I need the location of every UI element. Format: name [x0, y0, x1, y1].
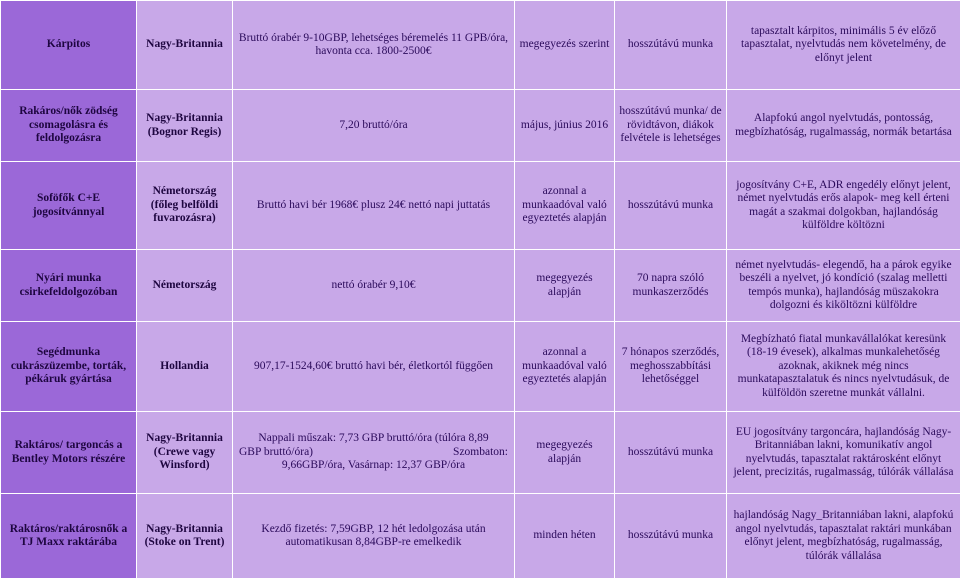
location-cell: Nagy-Britannia [137, 1, 233, 90]
duration-cell: 7 hónapos szerződés, meghosszabbítási lehetőséggel [615, 322, 727, 412]
location-cell: Németország (főleg belföldi fuvarozásra) [137, 162, 233, 250]
position-cell: Kárpitos [1, 1, 137, 90]
wage-fragment: Szombaton: [453, 446, 508, 460]
start-cell: május, június 2016 [515, 90, 615, 162]
location-cell: Nagy-Britannia (Bognor Regis) [137, 90, 233, 162]
wage-cell: Bruttó órabér 9-10GBP, lehetséges béremelés 11 GPB/óra, havonta cca. 1800-2500€ [233, 1, 515, 90]
position-cell: Nyári munka csirkefeldolgozóban [1, 250, 137, 322]
duration-cell: hosszútávú munka/ de rövidtávon, diákok felvétele is lehetséges [615, 90, 727, 162]
duration-cell: 70 napra szóló munkaszerződés [615, 250, 727, 322]
position-cell: Rakáros/nők zödség csomagolásra és feldolgozásra [1, 90, 137, 162]
wage-fragment: GBP bruttó/óra) [239, 446, 313, 460]
wage-line: 9,66GBP/óra, Vasárnap: 12,37 GBP/óra [237, 459, 510, 473]
table-row [1, 162, 960, 250]
location-cell: Nagy-Britannia (Crewe vagy Winsford) [137, 412, 233, 494]
requirements-cell: hajlandóság Nagy_Britanniában lakni, alapfokú angol nyelvtudás, tapasztalat raktári munkában előnyt jelent, megbízhatóság, rugalmasság, túlórák vállalása [727, 494, 960, 579]
position-cell: Segédmunka cukrászüzembe, torták, pékáruk gyártása [1, 322, 137, 412]
requirements-cell: tapasztalt kárpitos, minimális 5 év előző tapasztalat, nyelvtudás nem követelmény, de előnyt jelent [727, 1, 960, 90]
table-row [1, 412, 960, 494]
wage-cell: 907,17-1524,60€ bruttó havi bér, életkortól függően [233, 322, 515, 412]
wage-cell: nettó órabér 9,10€ [233, 250, 515, 322]
wage-cell: 7,20 bruttó/óra [233, 90, 515, 162]
location-cell: Németország [137, 250, 233, 322]
position-cell: Soföfők C+E jogosítvánnyal [1, 162, 137, 250]
start-cell: megegyezés szerint [515, 1, 615, 90]
table-row [1, 1, 960, 90]
requirements-cell: EU jogosítvány targoncára, hajlandóság Nagy-Britanniában lakni, komunikatív angol nyelvtudás, tapasztalat raktárosként előnyt jelent, precizitás, rugalmasság, túlórák vállalása [727, 412, 960, 494]
wage-line [237, 446, 510, 460]
start-cell: minden héten [515, 494, 615, 579]
wage-cell: Kezdő fizetés: 7,59GBP, 12 hét ledolgozása után automatikusan 8,84GBP-re emelkedik [233, 494, 515, 579]
start-cell: megegyezés alapján [515, 412, 615, 494]
start-cell: azonnal a munkaadóval való egyeztetés alapján [515, 162, 615, 250]
table-row [1, 250, 960, 322]
requirements-cell: Alapfokú angol nyelvtudás, pontosság, megbízhatóság, rugalmasság, normák betartása [727, 90, 960, 162]
duration-cell: hosszútávú munka [615, 494, 727, 579]
table-row [1, 494, 960, 579]
location-cell: Nagy-Britannia (Stoke on Trent) [137, 494, 233, 579]
duration-cell: hosszútávú munka [615, 1, 727, 90]
position-cell: Raktáros/ targoncás a Bentley Motors részére [1, 412, 137, 494]
wage-cell: Bruttó havi bér 1968€ plusz 24€ nettó napi juttatás [233, 162, 515, 250]
requirements-cell: német nyelvtudás- elegendő, ha a párok egyike beszéli a nyelvet, jó kondíció (szalag melletti tempós munka), hajlandóság müszakokra dolgozni és kiköltözni külföldre [727, 250, 960, 322]
wage-cell [233, 412, 515, 494]
start-cell: megegyezés alapján [515, 250, 615, 322]
duration-cell: hosszútávú munka [615, 412, 727, 494]
table-row [1, 322, 960, 412]
duration-cell: hosszútávú munka [615, 162, 727, 250]
requirements-cell: Megbízható fiatal munkavállalókat keresünk (18-19 évesek), alkalmas munkalehetőség azoknak, akiknek még nincs munkatapasztalatuk és nincs nyelvtudásuk, de külföldön szeretne munkát vállalni. [727, 322, 960, 412]
start-cell: azonnal a munkaadóval való egyeztetés alapján [515, 322, 615, 412]
location-cell: Hollandia [137, 322, 233, 412]
position-cell: Raktáros/raktárosnők a TJ Maxx raktárába [1, 494, 137, 579]
table-row [1, 90, 960, 162]
wage-line: Nappali műszak: 7,73 GBP bruttó/óra (túlóra 8,89 [237, 432, 510, 446]
requirements-cell: jogosítvány C+E, ADR engedély előnyt jelent, német nyelvtudás erős alapok- meg kell érteni magát a szakmai dolgokban, hajlandóság külföldre költözni [727, 162, 960, 250]
